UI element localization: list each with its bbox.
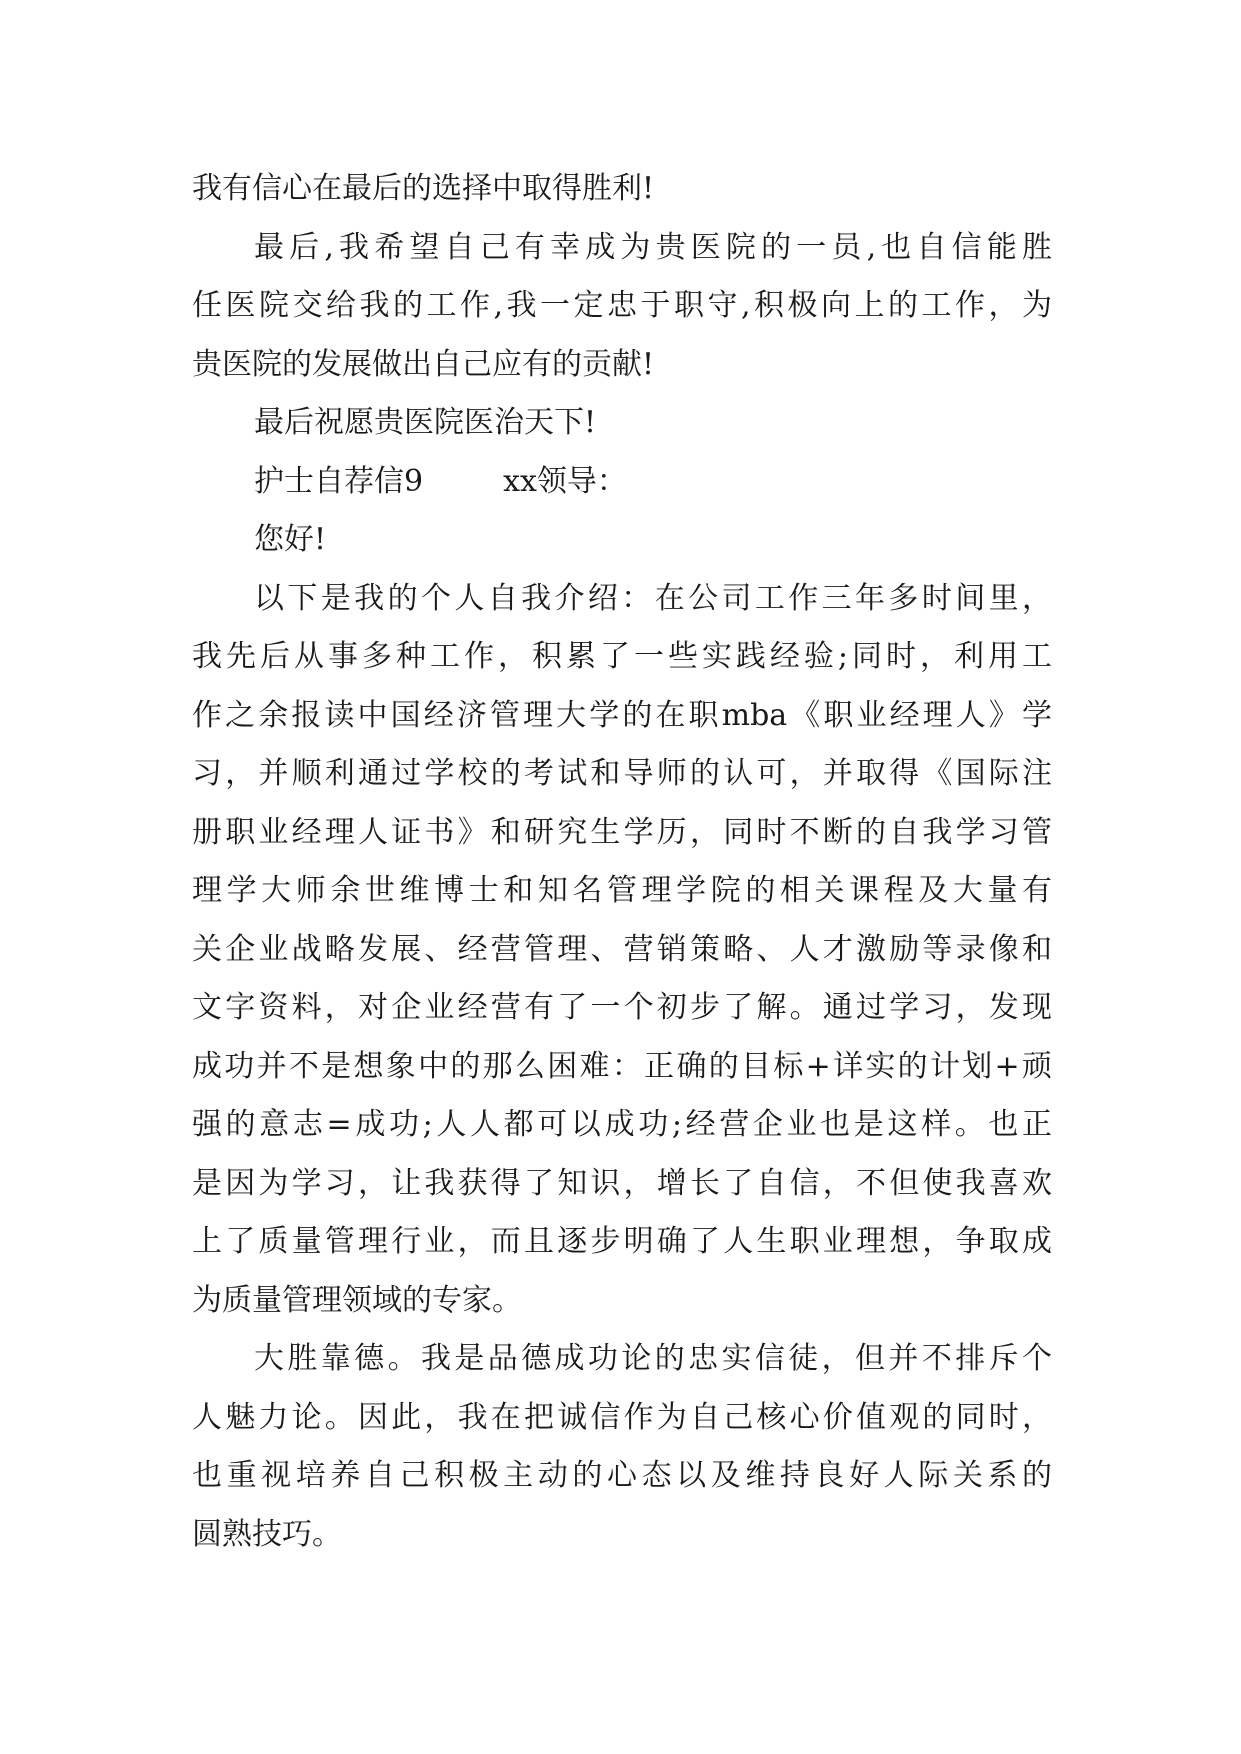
text-line: 最后祝愿贵医院医治天下! [254, 405, 597, 440]
letter-recipient: xx领导： [503, 463, 627, 499]
text-line: 作之余报读中国经济管理大学的在职mba《职业经理人》学 [192, 697, 1052, 733]
text-line: 强的意志=成功;人人都可以成功;经营企业也是这样。也正 [192, 1107, 1052, 1142]
letter-heading-line [192, 453, 1052, 512]
text-line: 大胜靠德。我是品德成功论的忠实信徒，但并不排斥个 [254, 1341, 1052, 1376]
letter-title: 护士自荐信9 [254, 463, 424, 499]
text-line: 人魅力论。因此，我在把诚信作为自己核心价值观的同时， [192, 1399, 1052, 1435]
text-line: 关企业战略发展、经营管理、营销策略、人才激励等录像和 [192, 931, 1052, 967]
text-line: 贵医院的发展做出自己应有的贡献! [192, 346, 655, 382]
text-line: 我先后从事多种工作，积累了一些实践经验;同时，利用工 [192, 639, 1052, 674]
text-line: 习，并顺利通过学校的考试和导师的认可，并取得《国际注 [192, 756, 1052, 791]
text-line: 成功并不是想象中的那么困难：正确的目标+详实的计划+顽 [192, 1048, 1052, 1084]
text-line: 也重视培养自己积极主动的心态以及维持良好人际关系的 [192, 1458, 1052, 1493]
text-line: 是因为学习，让我获得了知识，增长了自信，不但使我喜欢 [192, 1165, 1052, 1201]
text-line: 我有信心在最后的选择中取得胜利! [192, 171, 655, 206]
text-line: 文字资料，对企业经营有了一个初步了解。通过学习，发现 [192, 990, 1052, 1025]
text-line: 您好! [254, 522, 327, 557]
text-line: 册职业经理人证书》和研究生学历，同时不断的自我学习管 [192, 814, 1052, 850]
text-line: 上了质量管理行业，而且逐步明确了人生职业理想，争取成 [192, 1224, 1052, 1259]
text-line: 以下是我的个人自我介绍：在公司工作三年多时间里， [254, 580, 1052, 616]
document-body [192, 160, 1052, 1564]
text-line: 最后,我希望自己有幸成为贵医院的一员,也自信能胜 [254, 229, 1052, 265]
text-line: 任医院交给我的工作,我一定忠于职守,积极向上的工作，为 [192, 288, 1052, 323]
text-line: 理学大师余世维博士和知名管理学院的相关课程及大量有 [192, 873, 1052, 908]
text-line: 圆熟技巧。 [192, 1516, 342, 1552]
text-line: 为质量管理领域的专家。 [192, 1282, 522, 1318]
